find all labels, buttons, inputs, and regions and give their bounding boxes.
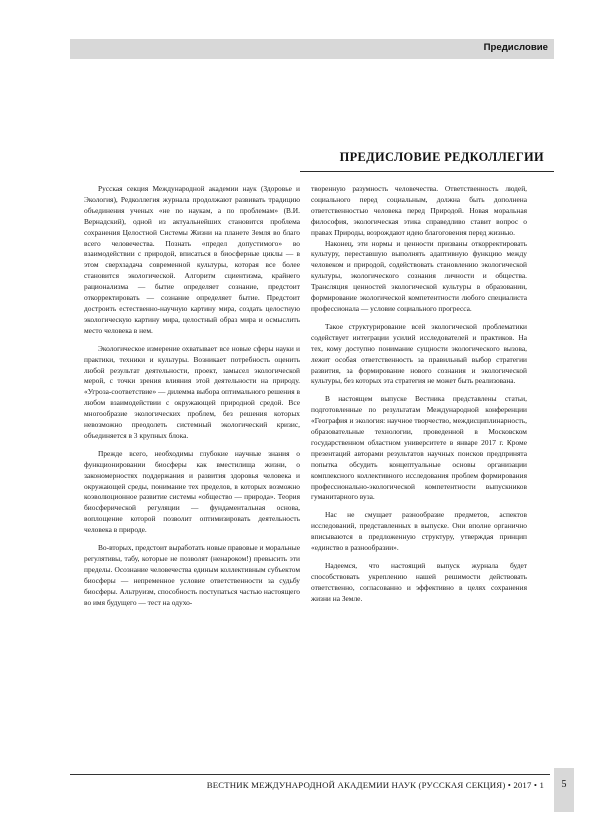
running-header-title: Предисловие <box>483 42 548 53</box>
paragraph: Такое структурирование всей экологической проблематики содействует интеграции усилий исследователей и практиков. На тех, кому доступно понимание сущности экологического вызова, лежит особая ответственность за правильный выбор стратегии развития, за формирование нового сознания и экологической культуры, без которых эта стратегия не может быть реализована. <box>311 321 527 386</box>
title-underline <box>300 171 554 172</box>
page-number: 5 <box>561 779 567 790</box>
footer-rule <box>70 774 550 775</box>
text-column-right <box>311 184 527 605</box>
running-header-bar <box>70 39 554 59</box>
page-number-tab <box>554 768 574 812</box>
paragraph: Во-вторых, предстоит выработать новые правовые и моральные регулятивы, табу, которые не позволят (ненароком!) превысить эти пределы. Осознание человечества единым коллективным субъектом биосферы — непременное условие ответственности за судьбу биосферы. Альтруизм, способность поступаться частью настоящего во имя будущего — тест на одухо- <box>84 543 301 607</box>
paragraph: Прежде всего, необходимы глубокие научные знания о функционировании биосферы как вместилища жизни, о закономерностях поддержания и развития здоровья человека и окружающей среды, понимание тех пределов, в которых возможно коэволюционное развитие системы «общество — природа». Теория биосферической регуляции — фундаментальная основа, воплощение которой позволит оптимизировать деятельность человека в природе. <box>84 448 300 535</box>
journal-footer: ВЕСТНИК МЕЖДУНАРОДНОЙ АКАДЕМИИ НАУК (РУССКАЯ СЕКЦИЯ) • 2017 • 1 <box>206 780 544 790</box>
paragraph: В настоящем выпуске Вестника представлены статьи, подготовленные по результатам Международной конференции «География и экология: научное творчество, междисциплинарность, образовательные технологии, проведенной в Московском государственном областном университете в январе 2017 г. Кроме презентаций авторами результатов научных поисков предпринята попытка обсудить концептуальные основы организации комплексного коллективного исследования проблем формирования профессионально-экологической компетентности выпускников гуманитарного вуза. <box>311 394 527 502</box>
paragraph: Русская секция Международной академии наук (Здоровье и Экология), Редколлегия журнала продолжают развивать традицию объединения ученых «не по наукам, а по проблемам» (В.И. Вернадский), одной из актуальнейших становится проблема сохранения Целостной Системы Жизни на планете Земля во благо всего человечества. Познать «предел допустимого» во взаимодействии с природой, вписаться в биосферные циклы — в этом сверхзадача современной культуры, которая все более становится экологической. Алгоритм сциентизма, крайнего рационализма — бытие определяет сознание, предстоит откорректировать — сознание определяет бытие. Предстоит достроить естественно-научную картину мира, создать целостную экологическую картину мира, целостный образ мира и осмыслить место человека в нем. <box>84 184 300 335</box>
paragraph: Экологическое измерение охватывает все новые сферы науки и практики, техники и культуры. Возникает потребность оценить любой результат деятельности, проект, замысел экологической мерой, с точки зрения влияния этой деятельности на природу. «Угроза-соответствие» — дилемма выбора оптимального решения в любом взаимодействии с окружающей природной средой. Все многообразие экологических проблем, без решения которых невозможно преодолеть системный экологический кризис, объединяется в 3 крупных блока. <box>84 343 300 440</box>
paragraph: Надеемся, что настоящий выпуск журнала будет способствовать укреплению нашей решимости действовать ответственно, согласованно и эффективно в целях сохранения жизни на Земле. <box>311 561 527 603</box>
text-column-left <box>84 184 300 609</box>
paragraph-continued: творенную разумность человечества. Ответственность людей, социального перед социальным, должна быть дополнена ответственностью человека перед Природой. Новая моральная философия, экологическая этика справедливо ставит вопрос о правах Природы, возрождают идею благоговения перед жизнью. <box>311 184 527 237</box>
paragraph: Нас не смущает разнообразие предметов, аспектов исследований, представленных в выпуске. Они вполне органично вписываются в предложенную структуру, утверждая принцип «единство в разнообразии». <box>311 510 527 553</box>
paragraph: Наконец, эти нормы и ценности призваны откорректировать культуру, переставшую выполнять адаптивную функцию между человеком и природой, содействовать становлению экологической культуры, экологического сознания личности и общества. Трансляция ценностей экологической культуры в образовании, формирование экологической компетентности любого специалиста профессионала — условие социального прогресса. <box>311 238 527 313</box>
article-title: ПРЕДИСЛОВИЕ РЕДКОЛЛЕГИИ <box>339 150 544 164</box>
